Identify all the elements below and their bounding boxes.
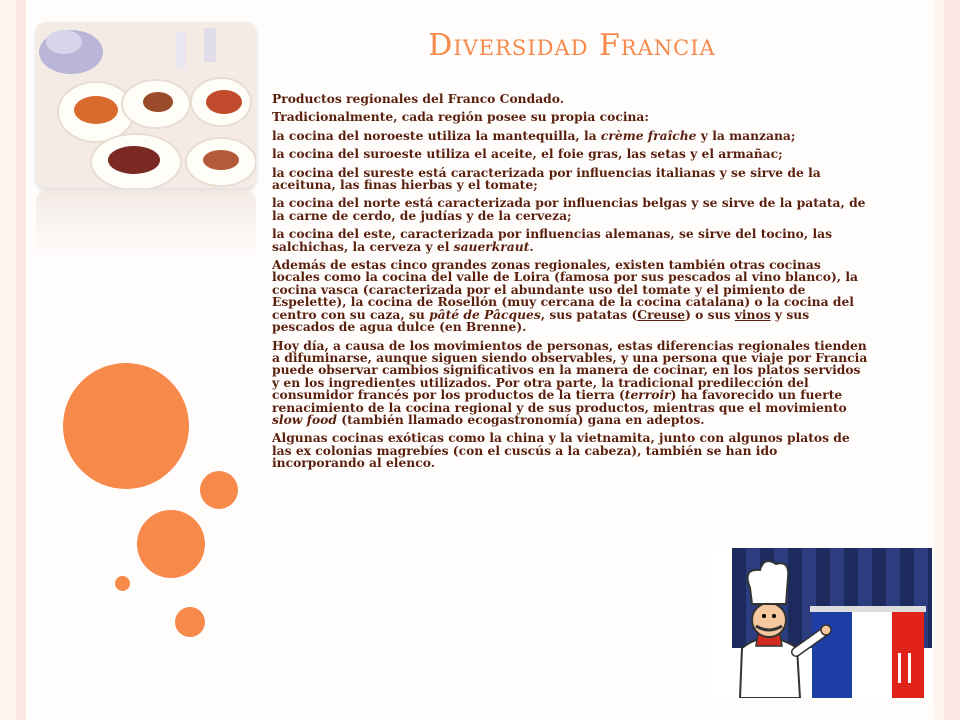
- italic-term: pâté de Pâcques: [429, 306, 541, 322]
- text-span: ) ha favorecido un fuerte renacimiento de la cocina regional y de sus productos, mientras que el movimiento: [272, 387, 847, 415]
- slide-title: Diversidad Francia: [428, 28, 716, 63]
- text-span: , sus patatas (: [540, 306, 638, 322]
- paragraph-1: Productos regionales del Franco Condado.: [272, 91, 565, 106]
- decor-circle-small: [200, 471, 238, 509]
- text-span: la cocina del noroeste utiliza la mantequilla, la: [272, 127, 601, 143]
- italic-term: terroir: [624, 387, 671, 403]
- text-span: (también llamado ecogastronomía) gana en adeptos.: [336, 411, 705, 427]
- vinos-link[interactable]: vinos: [734, 306, 771, 322]
- slide-content: [272, 93, 870, 476]
- decor-circle-small-2: [175, 607, 205, 637]
- text-span: Hoy día, a causa de los movimientos de personas, estas diferencias regionales tienden a difuminarse, aunque siguen siendo observables, y una persona que viaje por Francia puede observar cambios significativos en la manera de cocinar, en los platos servidos y en los ingredientes utilizados. Por otra parte, la tradicional predilección del consumidor francés por los productos de la tierra (: [272, 337, 868, 403]
- text-span: y la manzana;: [696, 127, 796, 143]
- paragraph-2: Tradicionalmente, cada región posee su propia cocina:: [272, 109, 649, 125]
- paragraph-4: la cocina del suroeste utiliza el aceite, el foie gras, las setas y el armañac;: [272, 146, 783, 162]
- text-span: y sus pescados de agua dulce (en Brenne).: [272, 306, 810, 335]
- text-span: la cocina del este, caracterizada por influencias alemanas, se sirve del tocino, las salchichas, la cerveza y el: [272, 226, 833, 254]
- italic-term: sauerkraut: [453, 238, 530, 254]
- decor-circle-tiny: [115, 576, 130, 591]
- paragraph-6: la cocina del norte está caracterizada por influencias belgas y se sirve de la patata, de la carne de cerdo, de judías y de la cerveza;: [272, 195, 866, 223]
- photo-reflection: [36, 190, 256, 260]
- decor-circle-large: [63, 363, 189, 489]
- text-span: Además de estas cinco grandes zonas regionales, existen también otras cocinas locales como la cocina del valle de Loira (famosa por sus pescados al vino blanco), la cocina vasca (caracterizada por el abundante uso del tomate y el pimiento de Espelette), la cocina de Rosellón (muy cercana de la cocina catalana) o la cocina del centro con su caza, su: [272, 257, 858, 322]
- paragraph-10: Algunas cocinas exóticas como la china y la vietnamita, junto con algunos platos de las ex colonias magrebíes (con el cuscús a la cabeza), también se han ido incorporando al elenco.: [272, 430, 850, 471]
- creuse-link[interactable]: Creuse: [637, 306, 686, 322]
- text-span: ) o sus: [685, 306, 735, 322]
- paragraph-9: [272, 337, 870, 427]
- italic-term: crème fraîche: [600, 127, 697, 143]
- paragraph-3: [272, 127, 870, 143]
- paragraph-5: la cocina del sureste está caracterizada por influencias italianas y se sirve de la aceituna, las finas hierbas y el tomate;: [272, 164, 821, 193]
- food-photo: [36, 22, 256, 188]
- decor-circle-medium: [137, 510, 205, 578]
- italic-term: slow food: [272, 411, 337, 427]
- french-flag: [810, 606, 926, 698]
- paragraph-8: [272, 259, 870, 333]
- text-span: .: [529, 238, 534, 254]
- paragraph-7: [272, 228, 870, 253]
- chef-illustration: [712, 548, 932, 698]
